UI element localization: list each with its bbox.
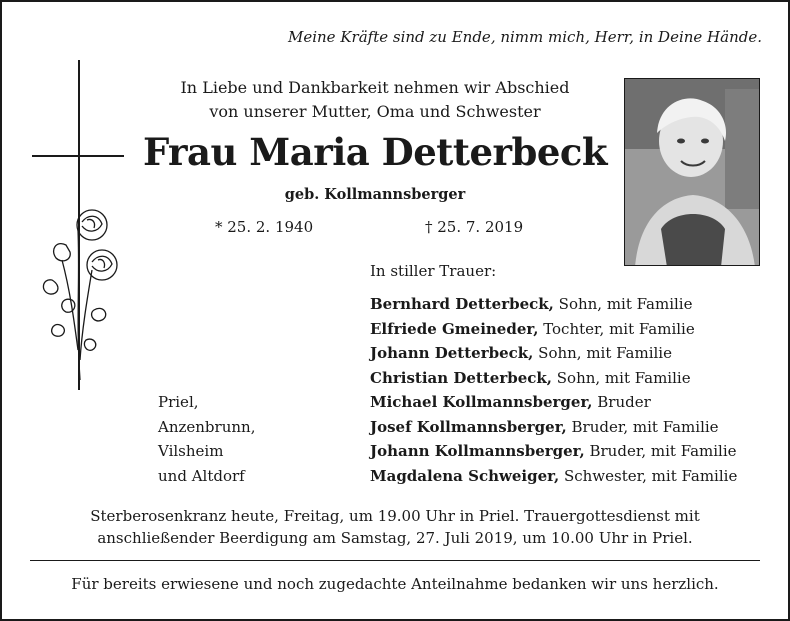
mourner-name: Elfriede Gmeineder, (370, 319, 539, 338)
mourner-row (370, 292, 737, 317)
place-item: und Altdorf (158, 466, 245, 485)
intro-line-1: In Liebe und Dankbarkeit nehmen wir Abschied (180, 78, 570, 97)
place-item: Priel, (158, 393, 199, 411)
deceased-name: Frau Maria Detterbeck (142, 130, 608, 174)
mourner-row (370, 317, 737, 342)
mourner-name: Josef Kollmannsberger, (370, 417, 567, 436)
mourner-row (370, 341, 737, 366)
mourner-relation: Sohn, mit Familie (552, 368, 691, 387)
mourner-relation: Schwester, mit Familie (559, 466, 738, 485)
mourner-relation: Sohn, mit Familie (553, 295, 693, 313)
birth-date: * 25. 2. 1940 (215, 218, 314, 236)
portrait-image (625, 79, 760, 266)
mourner-row (370, 366, 737, 391)
mourner-relation: Bruder (592, 393, 651, 411)
roses-icon (32, 200, 122, 400)
divider (30, 560, 760, 561)
mourner-name: Christian Detterbeck, (370, 368, 552, 387)
place-item: Vilsheim (158, 442, 224, 460)
mourner-row (370, 390, 737, 415)
portrait-photo (624, 78, 760, 266)
cross-horizontal-beam (32, 155, 124, 157)
mourner-name: Michael Kollmannsberger, (370, 393, 593, 411)
mourning-title: In stiller Trauer: (370, 262, 497, 280)
motto: Meine Kräfte sind zu Ende, nimm mich, Herr, in Deine Hände. (287, 28, 762, 46)
intro-text (140, 76, 610, 124)
death-date: † 25. 7. 2019 (425, 218, 524, 236)
intro-line-2: von unserer Mutter, Oma und Schwester (209, 102, 541, 121)
mourner-relation: Bruder, mit Familie (566, 417, 719, 436)
mourner-relation: Tochter, mit Familie (538, 319, 695, 338)
mourner-row (370, 439, 737, 464)
thanks-text: Für bereits erwiesene und noch zugedachte Anteilnahme bedanken wir uns herzlich. (71, 575, 719, 593)
mourner-row (370, 464, 737, 489)
mourner-name: Bernhard Detterbeck, (370, 295, 554, 313)
maiden-name: geb. Kollmannsberger (284, 186, 466, 203)
mourner-relation: Bruder, mit Familie (584, 442, 737, 460)
mourner-relation: Sohn, mit Familie (533, 344, 672, 362)
mourner-name: Magdalena Schweiger, (370, 466, 560, 485)
places-list (158, 390, 255, 488)
place-item: Anzenbrunn, (158, 417, 256, 436)
mourners-list (370, 292, 737, 488)
mourner-name: Johann Detterbeck, (370, 344, 534, 362)
mourner-name: Johann Kollmannsberger, (370, 442, 585, 460)
service-line-2: anschließender Beerdigung am Samstag, 27. Juli 2019, um 10.00 Uhr in Priel. (97, 529, 693, 547)
service-line-1: Sterberosenkranz heute, Freitag, um 19.00 Uhr in Priel. Trauergottesdienst mit (90, 507, 700, 525)
mourner-row (370, 415, 737, 440)
service-info (30, 505, 760, 549)
cross-with-roses (32, 60, 122, 400)
